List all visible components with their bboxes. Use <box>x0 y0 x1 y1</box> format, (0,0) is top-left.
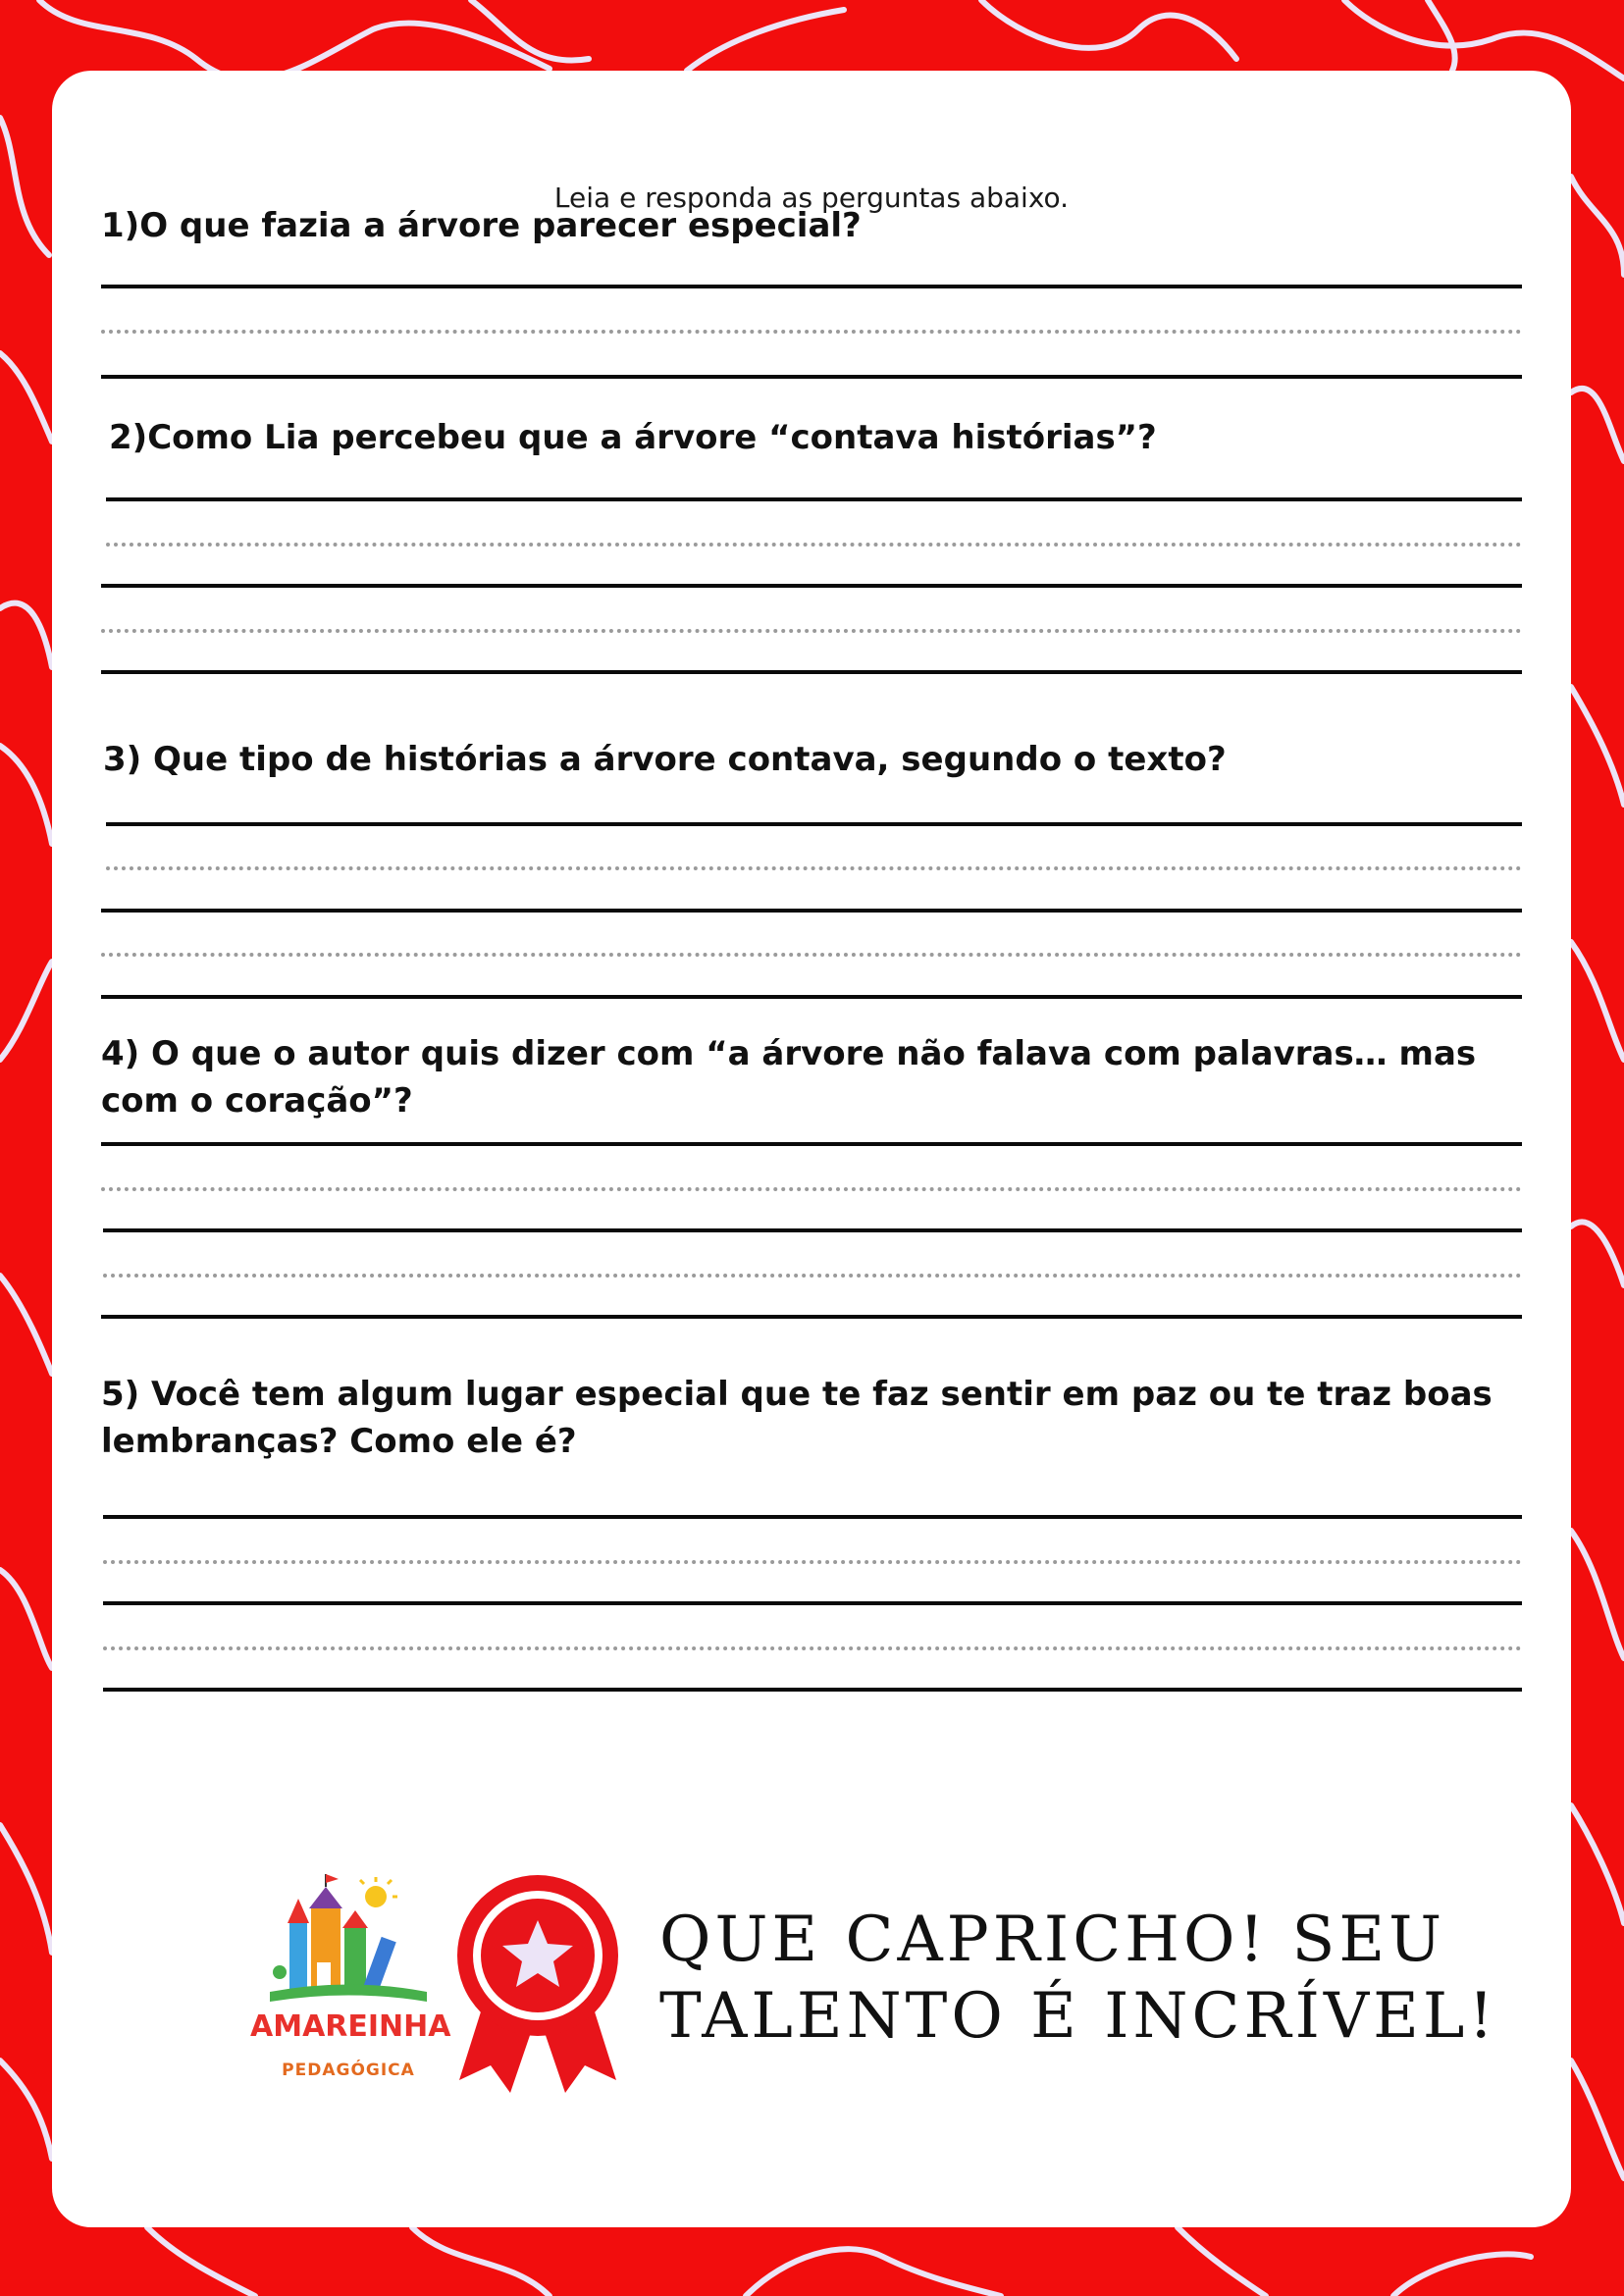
praise-message <box>659 1902 1543 2055</box>
question-1: 1)O que fazia a árvore parecer especial? <box>101 206 862 245</box>
answer-line-4a[interactable] <box>101 1142 1522 1146</box>
question-2: 2)Como Lia percebeu que a árvore “contava histórias”? <box>109 418 1157 457</box>
answer-line-5b[interactable] <box>103 1601 1522 1605</box>
answer-line-1a[interactable] <box>101 285 1522 288</box>
answer-line-2a[interactable] <box>106 497 1522 501</box>
answer-line-2b[interactable] <box>101 584 1522 588</box>
answer-line-5a[interactable] <box>103 1515 1522 1519</box>
question-4: 4) O que o autor quis dizer com “a árvore não falava com palavras… mas com o coração”? <box>101 1034 1477 1121</box>
guide-line-4b <box>103 1274 1522 1278</box>
logo-subtitle: PEDAGÓGICA <box>282 2061 415 2080</box>
guide-line-3b <box>101 953 1522 957</box>
answer-line-1b[interactable] <box>101 375 1522 379</box>
praise-line-2: TALENTO É INCRÍVEL! <box>659 1980 1498 2053</box>
question-3: 3) Que tipo de histórias a árvore contava, segundo o texto? <box>103 740 1227 779</box>
question-5: 5) Você tem algum lugar especial que te faz sentir em paz ou te traz boas lembranças? Como ele é? <box>101 1375 1493 1461</box>
answer-line-5c[interactable] <box>103 1688 1522 1692</box>
guide-line-2a <box>106 543 1522 547</box>
answer-line-4c[interactable] <box>101 1315 1522 1319</box>
answer-line-3c[interactable] <box>101 995 1522 999</box>
award-ribbon-icon <box>449 1869 626 2095</box>
praise-line-1: QUE CAPRICHO! SEU <box>659 1904 1445 1976</box>
guide-line-3a <box>106 866 1522 870</box>
amareinha-logo <box>250 1869 451 2100</box>
answer-line-2c[interactable] <box>101 670 1522 674</box>
guide-line-1a <box>101 330 1522 334</box>
guide-line-5a <box>103 1560 1522 1564</box>
answer-line-4b[interactable] <box>103 1228 1522 1232</box>
guide-line-2b <box>101 629 1522 633</box>
castle-illustration <box>250 1869 446 2016</box>
answer-line-3b[interactable] <box>101 909 1522 913</box>
logo-name: AMAREINHA <box>250 2009 451 2044</box>
instruction-text: Leia e responda as perguntas abaixo. <box>553 182 1070 214</box>
guide-line-5b <box>103 1646 1522 1650</box>
guide-line-4a <box>101 1187 1522 1191</box>
answer-line-3a[interactable] <box>106 822 1522 826</box>
